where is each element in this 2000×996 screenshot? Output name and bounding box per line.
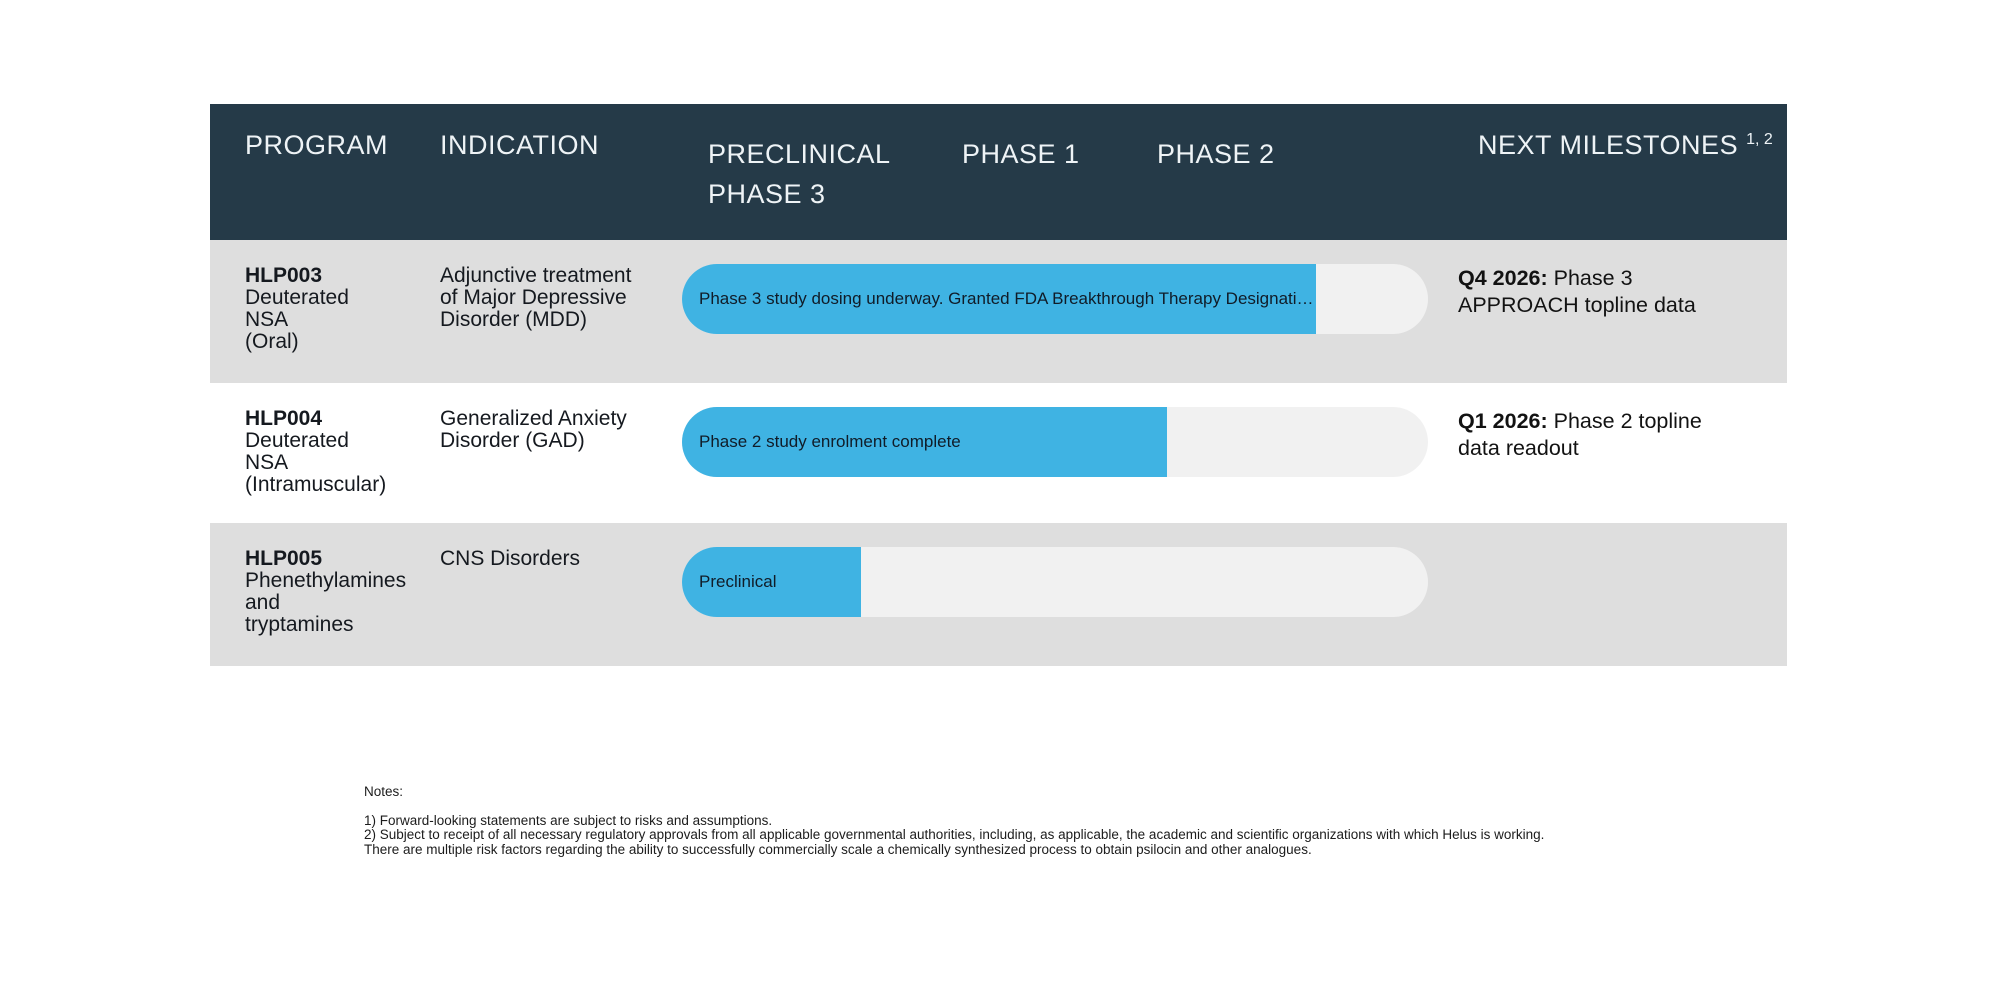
pipeline-row-hlp003 <box>210 240 1787 383</box>
milestone-line: Q1 2026: Phase 2 topline <box>1458 409 1702 433</box>
table-header <box>210 104 1787 240</box>
program-desc-line: (Oral) <box>245 330 299 353</box>
note-line-2: 2) Subject to receipt of all necessary regulatory approvals from all applicable governmental authorities, including, as applicable, the academic and scientific organizations with which Helus is working. <box>364 827 1545 843</box>
indication-line: of Major Depressive <box>440 286 627 309</box>
milestone-line: data readout <box>1458 436 1579 460</box>
progress-bar-track <box>682 547 1428 617</box>
program-desc-line: and <box>245 591 281 614</box>
program-desc-line: NSA <box>245 308 289 331</box>
program-desc-line: Deuterated <box>245 286 349 309</box>
program-desc-line: (Intramuscular) <box>245 473 387 496</box>
pipeline-table <box>210 104 1787 666</box>
header-program: PROGRAM <box>245 130 389 160</box>
header-next-milestones <box>1478 130 1773 161</box>
pipeline-row-hlp004 <box>210 383 1787 523</box>
indication-cell <box>440 548 580 570</box>
pipeline-row-hlp005 <box>210 523 1787 666</box>
note-line-1: 1) Forward-looking statements are subject to risks and assumptions. <box>364 812 773 828</box>
progress-bar-fill <box>682 547 861 617</box>
header-phase-1: PHASE 1 <box>962 139 1080 169</box>
progress-bar-fill <box>682 407 1167 477</box>
milestone-text <box>1458 265 1696 319</box>
header-phase-2: PHASE 2 <box>1157 139 1275 169</box>
progress-bar-label: Preclinical <box>699 572 777 591</box>
note-line-3: There are multiple risk factors regarding the ability to successfully commercially scale a chemically synthesized process to obtain psilocin and other analogues. <box>364 841 1312 857</box>
program-cell <box>245 548 406 636</box>
program-name: HLP005 <box>245 547 323 570</box>
program-desc-line: NSA <box>245 451 289 474</box>
program-name: HLP004 <box>245 407 323 430</box>
program-desc-line: tryptamines <box>245 613 354 636</box>
indication-line: CNS Disorders <box>440 547 581 570</box>
notes-title: Notes: <box>364 784 404 799</box>
indication-line: Disorder (GAD) <box>440 429 585 452</box>
footnote-marker: 1, 2 <box>1746 131 1773 148</box>
milestone-line: Q4 2026: Phase 3 <box>1458 266 1633 290</box>
header-indication: INDICATION <box>440 130 599 160</box>
notes-block <box>364 785 1544 857</box>
header-phase-preclinical: PRECLINICAL <box>708 139 891 169</box>
program-cell <box>245 408 386 496</box>
progress-bar-label: Phase 2 study enrolment complete <box>699 432 961 451</box>
program-desc-line: Phenethylamines <box>245 569 407 592</box>
indication-cell <box>440 265 631 331</box>
indication-line: Generalized Anxiety <box>440 407 627 430</box>
program-desc-line: Deuterated <box>245 429 349 452</box>
indication-line: Adjunctive treatment <box>440 264 632 287</box>
notes-gap <box>364 800 1544 814</box>
header-next-milestones-label: NEXT MILESTONES <box>1478 130 1739 160</box>
progress-bar-track <box>682 407 1428 477</box>
program-name: HLP003 <box>245 264 323 287</box>
milestone-line: APPROACH topline data <box>1458 293 1696 317</box>
indication-line: Disorder (MDD) <box>440 308 587 331</box>
progress-bar-fill <box>682 264 1316 334</box>
header-phase-3: PHASE 3 <box>708 179 826 209</box>
indication-cell <box>440 408 627 452</box>
progress-bar-label: Phase 3 study dosing underway. Granted FDA Breakthrough Therapy Designati… <box>699 289 1314 308</box>
milestone-text <box>1458 408 1702 462</box>
progress-bar-track <box>682 264 1428 334</box>
program-cell <box>245 265 349 353</box>
